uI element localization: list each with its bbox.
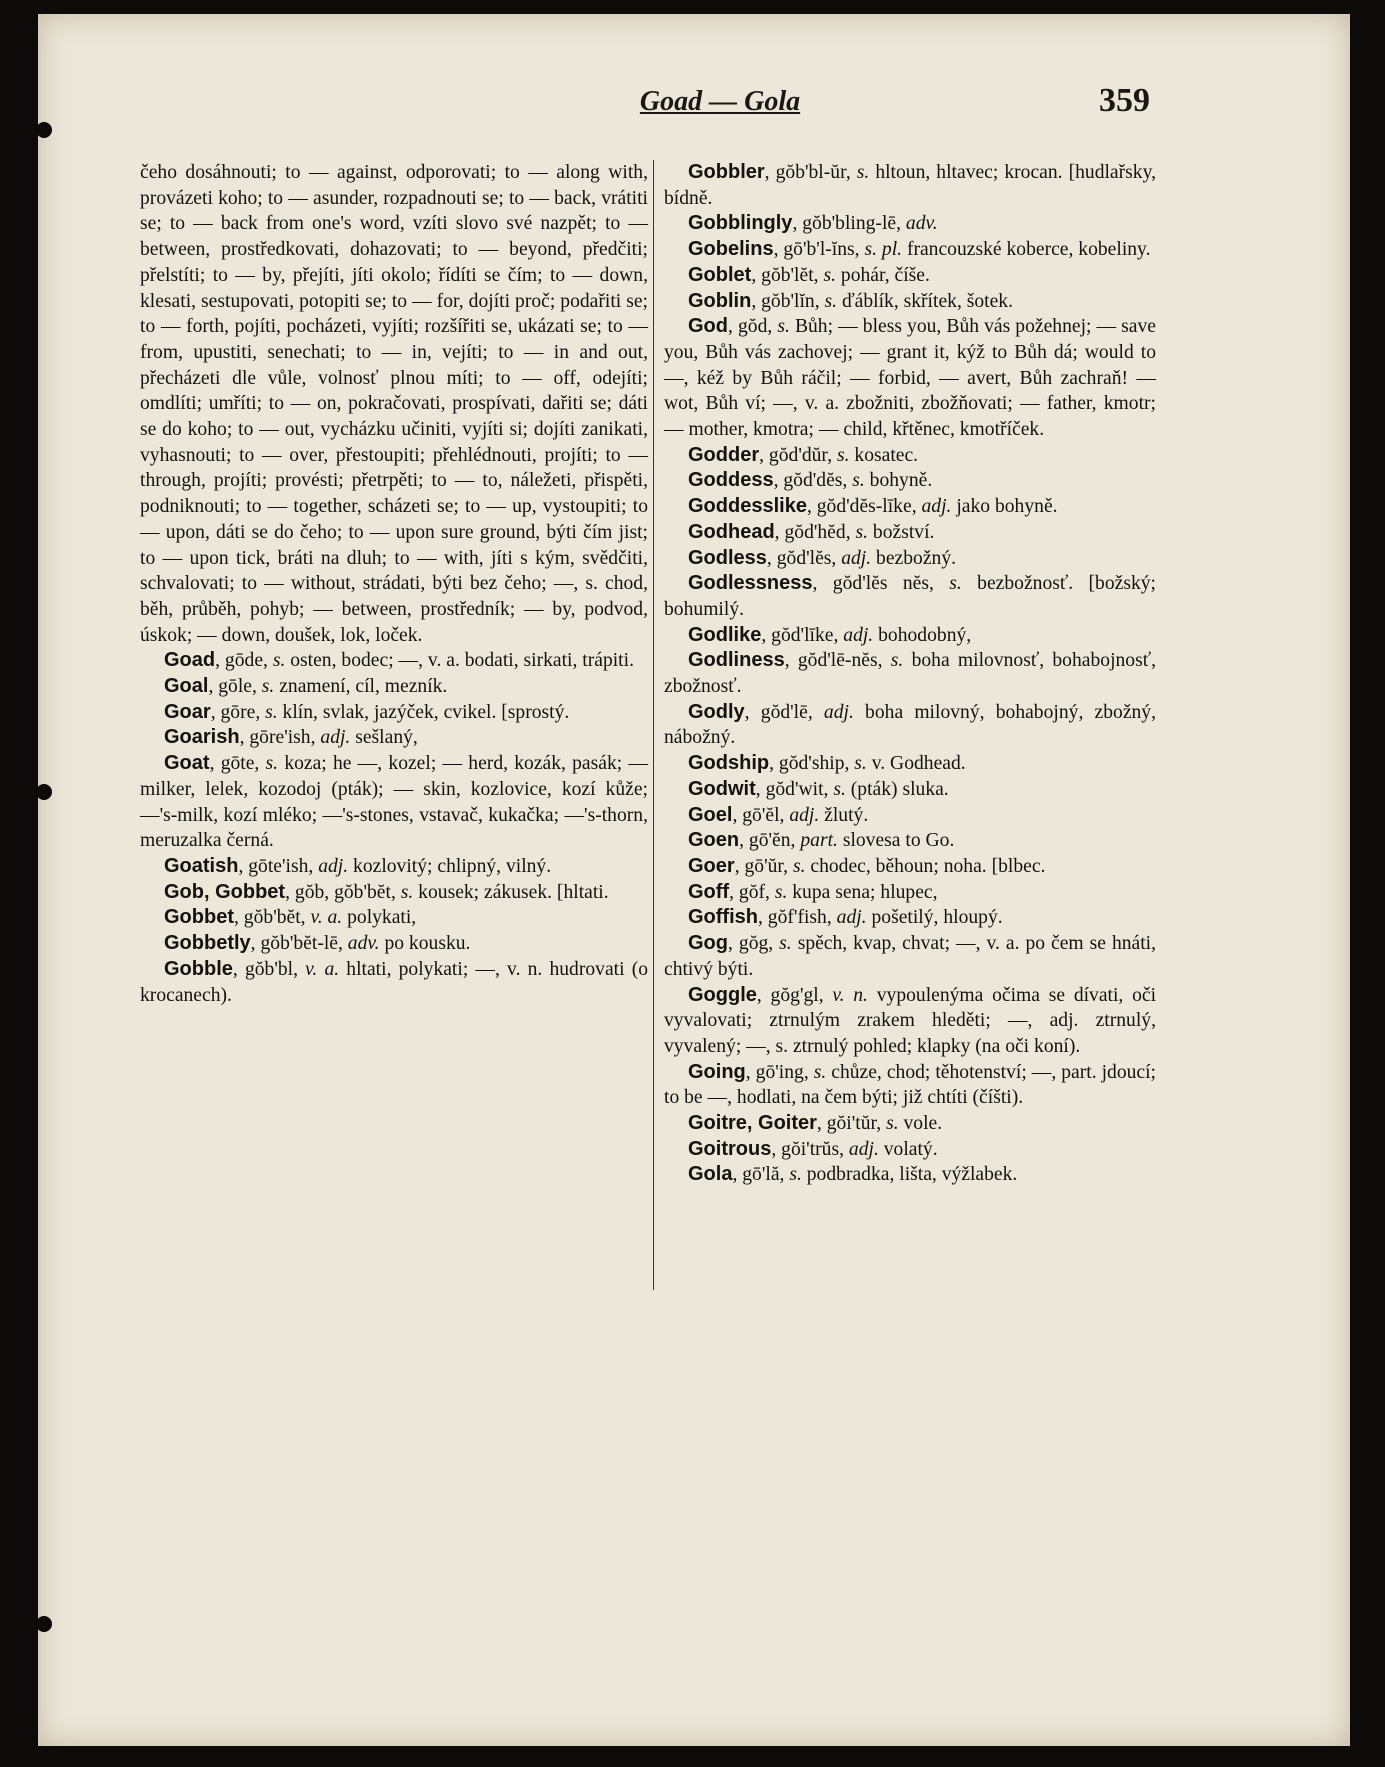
dictionary-entry: Goer, gō'ŭr, s. chodec, běhoun; noha. [blbec. bbox=[688, 854, 1046, 877]
entry-headword: Goel bbox=[688, 803, 733, 826]
entry-definition: (pták) sluka. bbox=[850, 778, 949, 800]
entry-definition: slovesa to Go. bbox=[842, 830, 955, 852]
entry-definition: volatý. bbox=[883, 1138, 938, 1160]
entry-grammar: adv. bbox=[905, 213, 938, 235]
entry-pronunciation: gō'ŭr bbox=[744, 855, 784, 877]
entry-headword: Gog bbox=[688, 932, 728, 955]
entry-headword: Goitrous bbox=[688, 1137, 772, 1160]
dictionary-entry: Gobbetly, gŏb'bĕt-lē, adv. po kousku. bbox=[164, 932, 471, 955]
dictionary-entry: Godder, gŏd'dŭr, s. kosatec. bbox=[688, 443, 919, 466]
entry-grammar: v. a. bbox=[305, 958, 340, 980]
entry-definition: jako bohyně. bbox=[956, 496, 1058, 518]
entry-pronunciation: gŏb'bĕt-lē bbox=[260, 933, 338, 955]
page-number: 359 bbox=[1099, 82, 1150, 119]
dictionary-entry: Goblet, gŏb'lĕt, s. pohár, číše. bbox=[688, 263, 930, 286]
entry-definition: klín, svlak, jazýček, cvikel. [sprostý. bbox=[282, 701, 570, 723]
entry-grammar: s. bbox=[949, 573, 962, 595]
entry-grammar: adj. bbox=[843, 624, 874, 646]
entry-definition: ďáblík, skřítek, šotek. bbox=[841, 290, 1013, 312]
entry-grammar: adj. bbox=[836, 907, 867, 929]
dictionary-entry: Godlike, gŏd'līke, adj. bohodobný, bbox=[688, 623, 972, 646]
dictionary-entry: Goblin, gŏb'lĭn, s. ďáblík, skřítek, šotek. bbox=[688, 289, 1013, 312]
entry-headword: Gobbetly bbox=[164, 932, 251, 955]
entry-definition: v. Godhead. bbox=[871, 753, 966, 775]
entry-grammar: s. bbox=[855, 521, 869, 543]
entry-headword: Goff bbox=[688, 880, 730, 903]
entry-grammar: v. n. bbox=[832, 984, 868, 1006]
entry-grammar: adj. bbox=[789, 804, 820, 826]
entry-pronunciation: gŏb'bĕt bbox=[243, 907, 301, 929]
entry-grammar: s. bbox=[852, 470, 865, 492]
dictionary-entry: Godliness, gŏd'lē-nĕs, s. boha milovnosť, bohabojnosť, zbožnosť. bbox=[664, 649, 1157, 698]
left-column bbox=[140, 160, 648, 1008]
entry-headword: Going bbox=[688, 1060, 746, 1083]
entry-definition: chodec, běhoun; noha. [blbec. bbox=[810, 855, 1046, 877]
entry-pronunciation: gŏd'lĕs nĕs bbox=[832, 573, 929, 595]
entry-headword: Goar bbox=[164, 700, 211, 723]
entry-pronunciation: gŏf bbox=[738, 881, 766, 903]
dictionary-entry: Goddess, gŏd'dĕs, s. bohyně. bbox=[688, 469, 933, 492]
entry-headword: Gola bbox=[688, 1163, 733, 1186]
entry-definition: kozlovitý; chlipný, vilný. bbox=[353, 855, 552, 877]
entry-headword: Goad bbox=[164, 649, 216, 672]
entry-grammar: s. bbox=[890, 650, 904, 672]
entry-headword: Goal bbox=[164, 675, 209, 698]
entry-grammar: adj. bbox=[320, 727, 351, 749]
entry-headword: Goer bbox=[688, 854, 735, 877]
dictionary-entry: Goddesslike, gŏd'dĕs-līke, adj. jako bohyně. bbox=[688, 495, 1058, 518]
entry-headword: Gobelins bbox=[688, 238, 774, 261]
entry-headword: Godwit bbox=[688, 777, 756, 800]
entry-headword: Goblet bbox=[688, 263, 752, 286]
entry-pronunciation: gō'ĕl bbox=[742, 804, 780, 826]
entry-pronunciation: gŏd'lē-nĕs bbox=[797, 650, 878, 672]
entry-definition: podbradka, lišta, výžlabek. bbox=[806, 1164, 1018, 1186]
entry-pronunciation: gōle bbox=[218, 676, 252, 698]
dictionary-entry: Goatish, gōte'ish, adj. kozlovitý; chlipný, vilný. bbox=[164, 854, 552, 877]
dictionary-entry: Goar, gōre, s. klín, svlak, jazýček, cvikel. [sprostý. bbox=[164, 700, 570, 723]
entry-headword: Goen bbox=[688, 829, 740, 852]
entry-pronunciation: gŏb'bl-ŭr bbox=[775, 162, 846, 183]
entry-pronunciation: gōre bbox=[220, 701, 256, 723]
entry-headword: Goatish bbox=[164, 854, 239, 877]
entry-definition: pohár, číše. bbox=[840, 264, 930, 286]
running-head: Goad — Gola bbox=[639, 86, 801, 117]
entry-pronunciation: gŏd'lĕs bbox=[776, 547, 832, 569]
binding-hole bbox=[36, 122, 52, 138]
entry-headword: Goffish bbox=[688, 906, 758, 929]
column-rule bbox=[653, 160, 654, 1290]
dictionary-entry: Goggle, gŏg'gl, v. n. vypoulenýma očima se dívati, oči vyvalovati; ztrnulým zrakem hleděti; —, adj. ztrnulý, vyvalený; —, s. ztrnulý pohled; klapky (na oči koní). bbox=[664, 983, 1157, 1057]
entry-definition: sešlaný, bbox=[355, 727, 418, 749]
entry-pronunciation: gŏd'dŭr bbox=[768, 444, 828, 466]
entry-pronunciation: gŏi'tŭr bbox=[826, 1113, 877, 1135]
entry-definition: spěch, kvap, chvat; —, v. a. po čem se hnáti, chtivý býti. bbox=[664, 933, 1157, 980]
entry-headword: Goggle bbox=[688, 983, 757, 1006]
entry-pronunciation: gŏd'līke bbox=[771, 624, 834, 646]
entry-pronunciation: gŏd'dĕs-līke bbox=[816, 496, 912, 518]
dictionary-entry: Gob, Gobbet, gŏb, gŏb'bĕt, s. kousek; zákusek. [hltati. bbox=[164, 880, 609, 903]
entry-definition: boha milovný, bohabojný, zbožný, nábožný. bbox=[664, 701, 1157, 749]
dictionary-entry: Goarish, gōre'ish, adj. sešlaný, bbox=[164, 726, 418, 749]
entry-pronunciation: gŏd'dĕs bbox=[783, 470, 843, 492]
entry-pronunciation: gō'ing bbox=[755, 1061, 804, 1083]
binding-hole bbox=[36, 784, 52, 800]
dictionary-entry: Goffish, gŏf'fish, adj. pošetilý, hloupý. bbox=[688, 906, 1003, 929]
entry-grammar: s. bbox=[774, 881, 788, 903]
dictionary-entry: Goitrous, gŏi'trŭs, adj. volatý. bbox=[688, 1137, 938, 1160]
dictionary-entry: Goad, gōde, s. osten, bodec; —, v. a. bodati, sirkati, trápiti. bbox=[164, 649, 634, 672]
entry-headword: Godder bbox=[688, 443, 760, 466]
entry-grammar: s. bbox=[272, 650, 286, 672]
dictionary-entry: Gola, gō'lă, s. podbradka, lišta, výžlabek. bbox=[688, 1163, 1018, 1186]
entry-definition: kupa sena; hlupec, bbox=[792, 881, 938, 903]
entry-definition: hltati, polykati; —, v. n. hudrovati (o krocanech). bbox=[140, 958, 649, 1006]
entry-headword: Godship bbox=[688, 752, 770, 775]
entry-pronunciation: gŏd'wit bbox=[765, 778, 824, 800]
entry-pronunciation: gō'lă bbox=[742, 1164, 780, 1186]
dictionary-entry: Goitre, Goiter, gŏi'tŭr, s. vole. bbox=[688, 1112, 943, 1135]
entry-grammar: adj. bbox=[841, 547, 872, 569]
entry-headword: Godlike bbox=[688, 623, 762, 646]
entry-grammar: adj. bbox=[823, 701, 854, 723]
entry-grammar: s. bbox=[777, 316, 790, 338]
dictionary-entry: Godship, gŏd'ship, s. v. Godhead. bbox=[688, 752, 966, 775]
dictionary-entry: Goff, gŏf, s. kupa sena; hlupec, bbox=[688, 880, 938, 903]
entry-headword: Godliness bbox=[688, 649, 785, 672]
entry-pronunciation: gŏb, gŏb'bĕt bbox=[294, 881, 391, 903]
entry-grammar: s. bbox=[833, 778, 846, 800]
entry-headword: Gobbet bbox=[164, 906, 234, 929]
dictionary-entry: Gobblingly, gŏb'bling-lē, adv. bbox=[688, 212, 938, 235]
dictionary-entry: Goal, gōle, s. znamení, cíl, mezník. bbox=[164, 675, 448, 698]
entry-pronunciation: gŏd bbox=[737, 316, 768, 338]
entry-grammar: s. bbox=[265, 701, 278, 723]
entry-definition: polykati, bbox=[347, 907, 417, 929]
entry-headword: Goarish bbox=[164, 726, 240, 749]
entry-definition: bohodobný, bbox=[878, 624, 972, 646]
entry-grammar: s. bbox=[823, 264, 836, 286]
entry-pronunciation: gŏd'lē bbox=[760, 701, 808, 723]
entry-pronunciation: gŏb'lĕt bbox=[761, 264, 814, 286]
dictionary-entry: Gobble, gŏb'bl, v. a. hltati, polykati; —, v. n. hudrovati (o krocanech). bbox=[140, 957, 649, 1006]
entry-definition: po kousku. bbox=[384, 933, 471, 955]
entry-headword: Godlessness bbox=[688, 572, 813, 595]
dictionary-entry: Going, gō'ing, s. chůze, chod; těhotenství; —, part. jdoucí; to be —, hodlati, na čem býti; již chtíti (číšti). bbox=[664, 1060, 1157, 1109]
entry-grammar: s. bbox=[824, 290, 838, 312]
entry-definition: žlutý. bbox=[824, 804, 869, 826]
entry-grammar: s. bbox=[400, 881, 414, 903]
entry-headword: Gobblingly bbox=[688, 212, 793, 235]
entry-headword: Gob, Gobbet bbox=[164, 880, 286, 903]
dictionary-entry: Godhead, gŏd'hĕd, s. božství. bbox=[688, 520, 935, 543]
entry-definition: chůze, chod; těhotenství; —, part. jdoucí; to be —, hodlati, na čem býti; již chtíti (číšti). bbox=[664, 1061, 1157, 1109]
entry-headword: God bbox=[688, 315, 728, 338]
dictionary-entry: Gobelins, gō'b'l-ĭns, s. pl. francouzské koberce, kobeliny. bbox=[688, 238, 1151, 261]
entry-pronunciation: gŏb'bl bbox=[244, 958, 294, 980]
entry-grammar: s. bbox=[856, 162, 870, 183]
entry-pronunciation: gŏd'ship bbox=[778, 753, 845, 775]
binding-hole bbox=[36, 1616, 52, 1632]
entry-headword: Godhead bbox=[688, 520, 775, 543]
dictionary-entry: Goen, gō'ĕn, part. slovesa to Go. bbox=[688, 829, 955, 852]
entry-headword: Godless bbox=[688, 546, 767, 569]
entry-grammar: s. bbox=[886, 1113, 899, 1135]
entry-headword: Gobbler bbox=[688, 161, 765, 183]
entry-pronunciation: gōte bbox=[220, 753, 255, 775]
entry-definition: božství. bbox=[872, 521, 935, 543]
entry-definition: kousek; zákusek. [hltati. bbox=[418, 881, 609, 903]
entry-grammar: v. a. bbox=[310, 907, 343, 929]
entry-definition: hltoun, hltavec; krocan. [hudlařsky, bídně. bbox=[664, 162, 1156, 209]
entry-grammar: part. bbox=[800, 830, 838, 852]
entry-headword: Goitre, Goiter bbox=[688, 1112, 817, 1135]
dictionary-entry: Gog, gŏg, s. spěch, kvap, chvat; —, v. a. po čem se hnáti, chtivý býti. bbox=[664, 932, 1157, 980]
entry-pronunciation: gŏd'hĕd bbox=[784, 521, 846, 543]
entry-grammar: adj. bbox=[848, 1138, 879, 1160]
entry-grammar: s. bbox=[261, 676, 275, 698]
entry-definition: vole. bbox=[903, 1113, 943, 1135]
entry-grammar: s. bbox=[779, 933, 792, 955]
entry-definition: čeho dosáhnouti; to — against, odporovati; to — along with, provázeti koho; to — asunder, rozpadnouti se; to — back, vrátiti se; to — back from one's word, vzíti slovo své nazpět; to — between, prostředkovati, dohazovati; to — beyond, předčiti; přelstíti; to — by, přejíti, jíti okolo; řídíti se čím; to — down, klesati, sestupovati, potopiti se; to — for, dojíti proč; podařiti se; to — forth, pojíti, pocházeti, vyjíti; rozšířiti se, ukázati se; to — from, upustiti, senechati; to — in, vejíti; to — in and out, přecházeti dle vůle, volnosť plnou míti; to — off, odejíti; omdlíti; umříti; to — on, pokračovati, prospívati, dařiti se; dáti se do koho; to — out, vycházku učiniti, vyjíti si; dojíti zanikati, vyhasnouti; to — over, přestoupiti; přehlédnouti, projíti; to — through, projíti; provésti; přetrpěti; to — to, náležeti, přispěti, podniknouti; to — together, scházeti se; to — up, vystoupiti; to — upon, dáti se do čeho; to — upon sure ground, býti čím jist; to — upon tick, bráti na dluh; to — with, jíti s kým, svědčiti, schvalovati; to — without, strádati, býti bez čeho; —, s. chod, běh, průběh, pohyb; — between, prostředník; — by, podvod, úskok; — down, doušek, lok, loček. bbox=[140, 162, 648, 646]
entry-headword: Godly bbox=[688, 700, 745, 723]
entry-grammar: adj. bbox=[921, 496, 952, 518]
dictionary-entry: Gobbet, gŏb'bĕt, v. a. polykati, bbox=[164, 906, 417, 929]
entry-definition: boha milovnosť, bohabojnosť, zbožnosť. bbox=[664, 650, 1157, 698]
entry-grammar: s. bbox=[836, 444, 850, 466]
dictionary-entry: God, gŏd, s. Bůh; — bless you, Bůh vás požehnej; — save you, Bůh vás zachovej; — grant it, kýž to Bůh dá; would to —, kéž by Bůh ráčil; — forbid, — avert, Bůh zachraň! — wot, Bůh ví; —, v. a. zbožniti, zbožňovati; — father, kmotr; — mother, kmotra; — child, křtěnec, kmotříček. bbox=[664, 315, 1156, 441]
entry-pronunciation: gōte'ish bbox=[248, 855, 309, 877]
entry-grammar: s. bbox=[813, 1061, 827, 1083]
dictionary-entry: Godwit, gŏd'wit, s. (pták) sluka. bbox=[688, 777, 949, 800]
dictionary-entry: Goel, gō'ĕl, adj. žlutý. bbox=[688, 803, 869, 826]
entry-pronunciation: gō'b'l-ĭns bbox=[783, 239, 855, 261]
dictionary-entry: Godly, gŏd'lē, adj. boha milovný, bohabojný, zbožný, nábožný. bbox=[664, 700, 1157, 749]
entry-grammar: s. bbox=[854, 753, 867, 775]
entry-headword: Goblin bbox=[688, 289, 752, 312]
entry-definition: znamení, cíl, mezník. bbox=[279, 676, 448, 698]
entry-headword: Goddess bbox=[688, 469, 774, 492]
entry-definition: francouzské koberce, kobeliny. bbox=[906, 239, 1151, 261]
entry-pronunciation: gŏg'gl bbox=[770, 984, 819, 1006]
entry-headword: Goat bbox=[164, 752, 210, 775]
entry-definition: kosatec. bbox=[854, 444, 919, 466]
entry-definition: vypoulenýma očima se dívati, oči vyvalovati; ztrnulým zrakem hleděti; —, adj. ztrnulý, vyvalený; —, s. ztrnulý pohled; klapky (na oči koní). bbox=[664, 984, 1157, 1057]
entry-grammar: s. bbox=[265, 753, 279, 775]
dictionary-entry: Goat, gōte, s. koza; he —, kozel; — herd, kozák, pasák; — milker, lelek, kozodoj (pták); — skin, kozlovice, kozí kůže; —'s-milk, kozí mléko; —'s-stones, vstavač, kukačka; —'s-thorn, meruzalka černá. bbox=[140, 752, 649, 852]
entry-headword: Gobble bbox=[164, 957, 233, 980]
entry-grammar: adj. bbox=[318, 855, 349, 877]
entry-grammar: s. pl. bbox=[864, 239, 903, 261]
entry-pronunciation: gŏf'fish bbox=[767, 907, 827, 929]
entry-definition: bezbožný. bbox=[876, 547, 957, 569]
dictionary-entry bbox=[140, 160, 648, 648]
entry-pronunciation: gō'ĕn bbox=[748, 830, 791, 852]
entry-grammar: s. bbox=[789, 1164, 802, 1186]
entry-definition: bohyně. bbox=[869, 470, 933, 492]
dictionary-entry: Gobbler, gŏb'bl-ŭr, s. hltoun, hltavec; krocan. [hudlařsky, bídně. bbox=[664, 161, 1156, 209]
dictionary-entry: Godlessness, gŏd'lĕs nĕs, s. bezbožnosť. [božský; bohumilý. bbox=[664, 572, 1156, 620]
entry-pronunciation: gŏb'bling-lē bbox=[802, 213, 897, 235]
entry-pronunciation: gŏb'lĭn bbox=[761, 290, 815, 312]
entry-definition: koza; he —, kozel; — herd, kozák, pasák; — milker, lelek, kozodoj (pták); — skin, kozlovice, kozí kůže; —'s-milk, kozí mléko; —'s-stones, vstavač, kukačka; —'s-thorn, meruzalka černá. bbox=[140, 753, 649, 852]
entry-grammar: adv. bbox=[347, 933, 380, 955]
right-column bbox=[664, 160, 1156, 1188]
dictionary-entry: Godless, gŏd'lĕs, adj. bezbožný. bbox=[688, 546, 957, 569]
entry-pronunciation: gōde bbox=[224, 650, 264, 672]
entry-grammar: s. bbox=[792, 855, 806, 877]
entry-pronunciation: gōre'ish bbox=[249, 727, 311, 749]
entry-definition: osten, bodec; —, v. a. bodati, sirkati, trápiti. bbox=[290, 650, 634, 672]
entry-pronunciation: gŏi'trŭs bbox=[781, 1138, 840, 1160]
entry-headword: Goddesslike bbox=[688, 495, 807, 518]
entry-definition: bezbožnosť. [božský; bohumilý. bbox=[664, 573, 1156, 620]
entry-definition: pošetilý, hloupý. bbox=[871, 907, 1003, 929]
entry-definition: Bůh; — bless you, Bůh vás požehnej; — save you, Bůh vás zachovej; — grant it, kýž to Bůh dá; would to —, kéž by Bůh ráčil; — forbid, — avert, Bůh zachraň! — wot, Bůh ví; —, v. a. zbožniti, zbožňovati; — father, kmotr; — mother, kmotra; — child, křtěnec, kmotříček. bbox=[664, 316, 1156, 441]
entry-pronunciation: gŏg bbox=[738, 933, 769, 955]
